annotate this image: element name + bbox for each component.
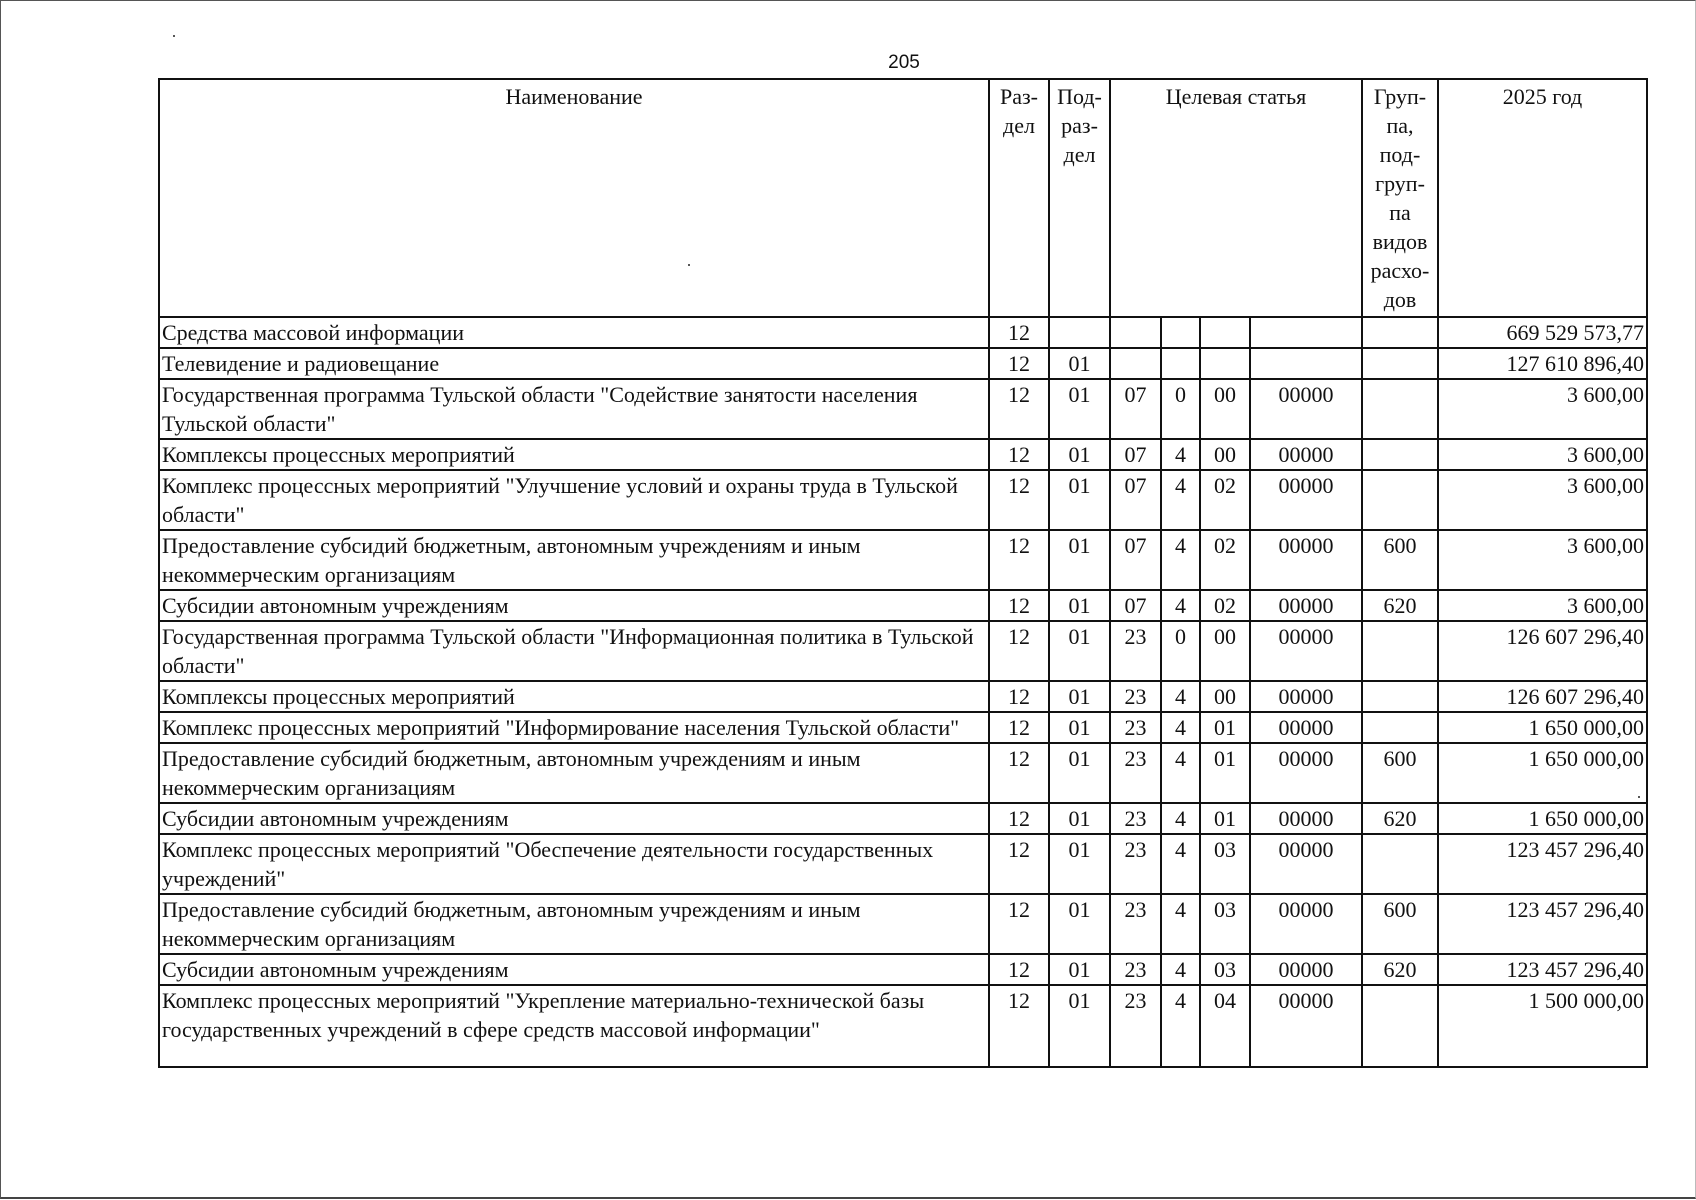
table-header <box>159 79 1647 317</box>
row-direction-code: 00000 <box>1250 681 1362 712</box>
row-name: Государственная программа Тульской области "Информационная политика в Тульской области" <box>159 621 989 681</box>
row-expense-group <box>1362 681 1438 712</box>
row-event-code: 02 <box>1200 530 1250 590</box>
row-event-code: 02 <box>1200 470 1250 530</box>
row-section: 12 <box>989 470 1049 530</box>
row-section: 12 <box>989 348 1049 379</box>
row-amount: 123 457 296,40 <box>1438 834 1647 894</box>
table-row <box>159 470 1647 530</box>
row-subsection: 01 <box>1049 439 1110 470</box>
row-direction-code: 00000 <box>1250 985 1362 1067</box>
table-body <box>159 317 1647 1067</box>
row-section: 12 <box>989 439 1049 470</box>
row-event-code: 03 <box>1200 834 1250 894</box>
row-event-code <box>1200 348 1250 379</box>
row-program-code <box>1110 348 1161 379</box>
table-row <box>159 379 1647 439</box>
row-section: 12 <box>989 681 1049 712</box>
row-subsection: 01 <box>1049 803 1110 834</box>
page-number: 205 <box>888 52 920 73</box>
row-section: 12 <box>989 834 1049 894</box>
row-subsection: 01 <box>1049 985 1110 1067</box>
row-amount: 669 529 573,77 <box>1438 317 1647 348</box>
row-expense-group <box>1362 470 1438 530</box>
row-subprogram-code: 4 <box>1161 590 1200 621</box>
row-section: 12 <box>989 985 1049 1067</box>
row-name: Комплекс процессных мероприятий "Улучшение условий и охраны труда в Тульской области" <box>159 470 989 530</box>
row-subprogram-code: 4 <box>1161 954 1200 985</box>
row-name: Субсидии автономным учреждениям <box>159 803 989 834</box>
row-expense-group <box>1362 317 1438 348</box>
row-subprogram-code: 4 <box>1161 985 1200 1067</box>
row-program-code <box>1110 317 1161 348</box>
row-event-code: 03 <box>1200 954 1250 985</box>
row-name: Средства массовой информации <box>159 317 989 348</box>
row-subsection: 01 <box>1049 470 1110 530</box>
row-direction-code: 00000 <box>1250 590 1362 621</box>
row-expense-group <box>1362 379 1438 439</box>
row-expense-group <box>1362 985 1438 1067</box>
row-subprogram-code: 4 <box>1161 439 1200 470</box>
header-section: Раз- дел <box>989 79 1049 317</box>
row-section: 12 <box>989 530 1049 590</box>
row-subprogram-code: 0 <box>1161 621 1200 681</box>
table-row <box>159 743 1647 803</box>
row-subsection: 01 <box>1049 743 1110 803</box>
row-expense-group <box>1362 834 1438 894</box>
table-row <box>159 621 1647 681</box>
row-program-code: 07 <box>1110 470 1161 530</box>
row-direction-code: 00000 <box>1250 439 1362 470</box>
row-subprogram-code: 4 <box>1161 530 1200 590</box>
row-amount: 3 600,00 <box>1438 379 1647 439</box>
header-target-article: Целевая статья <box>1110 79 1362 317</box>
row-amount: 126 607 296,40 <box>1438 681 1647 712</box>
row-section: 12 <box>989 379 1049 439</box>
row-subprogram-code: 4 <box>1161 743 1200 803</box>
row-program-code: 07 <box>1110 439 1161 470</box>
table-row <box>159 348 1647 379</box>
row-expense-group: 600 <box>1362 894 1438 954</box>
row-event-code: 00 <box>1200 439 1250 470</box>
row-subprogram-code <box>1161 317 1200 348</box>
row-event-code: 00 <box>1200 621 1250 681</box>
budget-table <box>158 78 1648 1068</box>
row-name: Государственная программа Тульской области "Содействие занятости населения Тульской области" <box>159 379 989 439</box>
row-amount: 1 500 000,00 <box>1438 985 1647 1067</box>
row-subsection: 01 <box>1049 954 1110 985</box>
row-section: 12 <box>989 894 1049 954</box>
row-expense-group <box>1362 439 1438 470</box>
row-direction-code: 00000 <box>1250 621 1362 681</box>
row-subsection: 01 <box>1049 530 1110 590</box>
row-program-code: 23 <box>1110 954 1161 985</box>
row-expense-group: 600 <box>1362 530 1438 590</box>
row-name: Субсидии автономным учреждениям <box>159 954 989 985</box>
row-name: Комплексы процессных мероприятий <box>159 439 989 470</box>
row-direction-code <box>1250 317 1362 348</box>
row-amount: 123 457 296,40 <box>1438 894 1647 954</box>
row-event-code: 01 <box>1200 743 1250 803</box>
row-event-code: 03 <box>1200 894 1250 954</box>
row-direction-code: 00000 <box>1250 470 1362 530</box>
row-event-code: 01 <box>1200 803 1250 834</box>
row-program-code: 23 <box>1110 712 1161 743</box>
row-event-code: 00 <box>1200 379 1250 439</box>
row-section: 12 <box>989 954 1049 985</box>
row-event-code: 02 <box>1200 590 1250 621</box>
header-subsection: Под- раз- дел <box>1049 79 1110 317</box>
row-direction-code <box>1250 348 1362 379</box>
row-name: Комплекс процессных мероприятий "Информирование населения Тульской области" <box>159 712 989 743</box>
row-amount: 127 610 896,40 <box>1438 348 1647 379</box>
row-amount: 123 457 296,40 <box>1438 954 1647 985</box>
row-event-code: 01 <box>1200 712 1250 743</box>
row-subsection: 01 <box>1049 834 1110 894</box>
row-event-code: 04 <box>1200 985 1250 1067</box>
row-program-code: 07 <box>1110 379 1161 439</box>
row-program-code: 23 <box>1110 834 1161 894</box>
row-section: 12 <box>989 712 1049 743</box>
row-direction-code: 00000 <box>1250 803 1362 834</box>
row-section: 12 <box>989 803 1049 834</box>
row-direction-code: 00000 <box>1250 954 1362 985</box>
row-subprogram-code: 4 <box>1161 803 1200 834</box>
table-row <box>159 954 1647 985</box>
row-expense-group: 620 <box>1362 590 1438 621</box>
row-subsection: 01 <box>1049 681 1110 712</box>
row-subprogram-code: 4 <box>1161 712 1200 743</box>
table-row <box>159 530 1647 590</box>
row-name: Предоставление субсидий бюджетным, автономным учреждениям и иным некоммерческим организациям <box>159 743 989 803</box>
row-program-code: 23 <box>1110 803 1161 834</box>
table-row <box>159 439 1647 470</box>
row-amount: 126 607 296,40 <box>1438 621 1647 681</box>
row-program-code: 23 <box>1110 621 1161 681</box>
row-expense-group <box>1362 712 1438 743</box>
table-row <box>159 834 1647 894</box>
row-expense-group: 620 <box>1362 954 1438 985</box>
row-amount: 3 600,00 <box>1438 439 1647 470</box>
row-subsection: 01 <box>1049 348 1110 379</box>
row-event-code: 00 <box>1200 681 1250 712</box>
row-expense-group: 620 <box>1362 803 1438 834</box>
table-row <box>159 681 1647 712</box>
row-program-code: 23 <box>1110 985 1161 1067</box>
row-name: Предоставление субсидий бюджетным, автономным учреждениям и иным некоммерческим организациям <box>159 894 989 954</box>
row-expense-group <box>1362 348 1438 379</box>
row-name: Комплекс процессных мероприятий "Укрепление материально-технической базы государственных учреждений в сфере средств массовой информации" <box>159 985 989 1067</box>
row-subsection: 01 <box>1049 894 1110 954</box>
row-name: Субсидии автономным учреждениям <box>159 590 989 621</box>
row-amount: 3 600,00 <box>1438 590 1647 621</box>
row-subprogram-code: 4 <box>1161 681 1200 712</box>
table-row <box>159 317 1647 348</box>
row-amount: 1 650 000,00 <box>1438 712 1647 743</box>
row-expense-group <box>1362 621 1438 681</box>
table-row <box>159 985 1647 1067</box>
row-subsection: 01 <box>1049 590 1110 621</box>
scan-speck <box>173 35 175 37</box>
row-section: 12 <box>989 621 1049 681</box>
row-subsection <box>1049 317 1110 348</box>
row-subprogram-code: 0 <box>1161 379 1200 439</box>
row-name: Комплекс процессных мероприятий "Обеспечение деятельности государственных учреждений" <box>159 834 989 894</box>
row-name: Телевидение и радиовещание <box>159 348 989 379</box>
table-row <box>159 712 1647 743</box>
row-section: 12 <box>989 317 1049 348</box>
row-direction-code: 00000 <box>1250 894 1362 954</box>
row-direction-code: 00000 <box>1250 712 1362 743</box>
row-program-code: 07 <box>1110 530 1161 590</box>
row-direction-code: 00000 <box>1250 379 1362 439</box>
row-direction-code: 00000 <box>1250 743 1362 803</box>
row-program-code: 07 <box>1110 590 1161 621</box>
row-amount: 1 650 000,00 <box>1438 803 1647 834</box>
row-program-code: 23 <box>1110 743 1161 803</box>
table-row <box>159 590 1647 621</box>
row-subprogram-code: 4 <box>1161 470 1200 530</box>
row-name: Комплексы процессных мероприятий <box>159 681 989 712</box>
header-expense-group: Груп- па, под- груп- па видов расхо- дов <box>1362 79 1438 317</box>
row-program-code: 23 <box>1110 681 1161 712</box>
row-direction-code: 00000 <box>1250 530 1362 590</box>
table-row <box>159 803 1647 834</box>
row-subsection: 01 <box>1049 712 1110 743</box>
row-section: 12 <box>989 590 1049 621</box>
row-subprogram-code: 4 <box>1161 894 1200 954</box>
row-name: Предоставление субсидий бюджетным, автономным учреждениям и иным некоммерческим организациям <box>159 530 989 590</box>
header-row <box>159 79 1647 317</box>
row-program-code: 23 <box>1110 894 1161 954</box>
row-direction-code: 00000 <box>1250 834 1362 894</box>
header-name: Наименование <box>159 79 989 317</box>
row-amount: 1 650 000,00 <box>1438 743 1647 803</box>
row-subsection: 01 <box>1049 621 1110 681</box>
row-subprogram-code <box>1161 348 1200 379</box>
table-row <box>159 894 1647 954</box>
row-section: 12 <box>989 743 1049 803</box>
row-amount: 3 600,00 <box>1438 470 1647 530</box>
row-expense-group: 600 <box>1362 743 1438 803</box>
header-year: 2025 год <box>1438 79 1647 317</box>
row-event-code <box>1200 317 1250 348</box>
row-amount: 3 600,00 <box>1438 530 1647 590</box>
row-subsection: 01 <box>1049 379 1110 439</box>
row-subprogram-code: 4 <box>1161 834 1200 894</box>
